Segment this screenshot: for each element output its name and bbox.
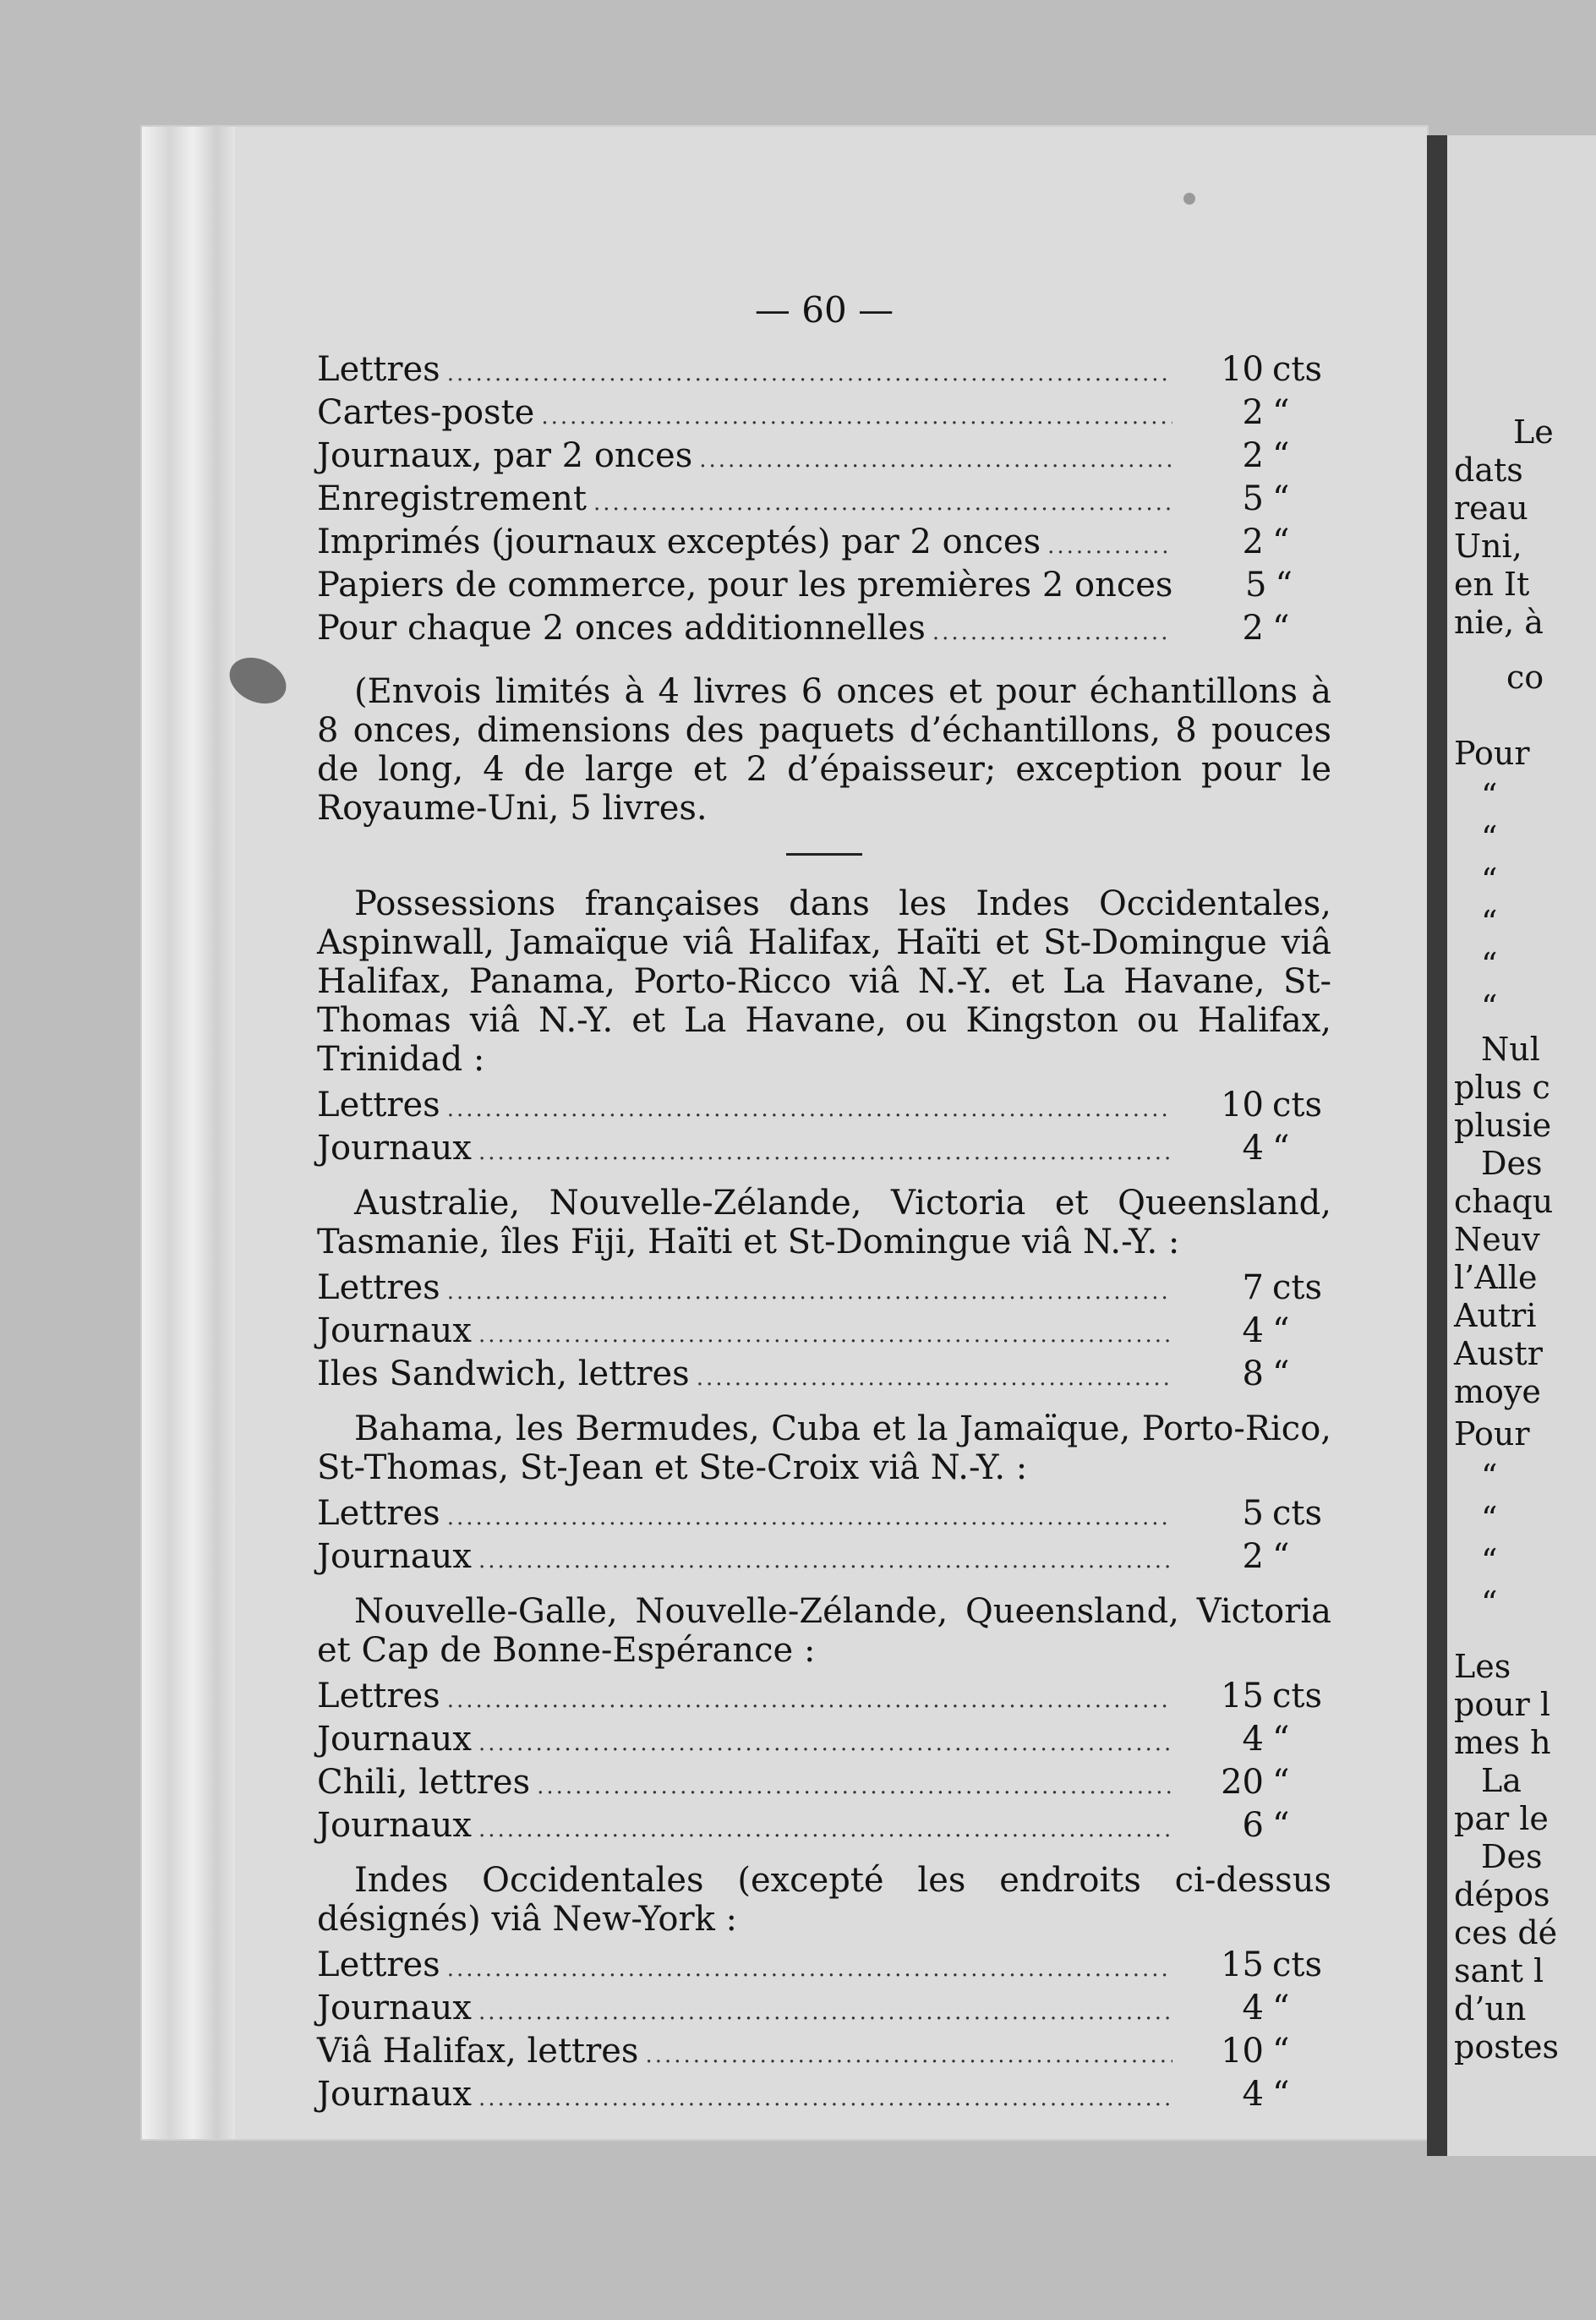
rate-label: Viâ Halifax, lettres	[317, 2032, 639, 2071]
rate-row	[317, 1537, 1331, 1580]
rate-label: Papiers de commerce, pour les premières 2 onces	[317, 566, 1173, 605]
leader-dots	[478, 1810, 1172, 1849]
rate-label: Journaux	[317, 1989, 472, 2027]
rate-label: Journaux, par 2 onces	[317, 436, 693, 475]
rate-row	[317, 1086, 1331, 1129]
rate-row	[317, 436, 1331, 479]
rate-unit: “	[1272, 1720, 1290, 1759]
rate-label: Imprimés (journaux exceptés) par 2 onces	[317, 523, 1041, 561]
leader-dots	[478, 1133, 1172, 1172]
rate-row	[317, 393, 1331, 436]
rate-row	[317, 523, 1331, 566]
leader-dots	[478, 1541, 1172, 1580]
rate-value: 10	[1221, 2032, 1264, 2071]
section-rates	[317, 1494, 1331, 1580]
rate-unit: cts	[1272, 1086, 1323, 1124]
leader-dots	[1047, 527, 1172, 566]
section-heading: Indes Occidentales (excepté les endroits ci-dessus désignés) viâ New-York :	[317, 1861, 1331, 1939]
right-page-fragment: “	[1481, 777, 1498, 814]
rate-value: 15	[1221, 1945, 1264, 1984]
rate-label: Lettres	[317, 1268, 440, 1307]
rate-value: 6	[1242, 1806, 1264, 1845]
rate-unit: “	[1272, 1537, 1290, 1576]
right-page-fragment: chaqu	[1454, 1183, 1554, 1220]
right-page-fragment: co	[1506, 659, 1544, 696]
right-page-fragment: plusie	[1454, 1107, 1552, 1144]
rate-unit: “	[1272, 479, 1290, 518]
rates-list-uk	[317, 350, 1331, 652]
rate-row	[317, 1945, 1331, 1989]
rate-row	[317, 1763, 1331, 1806]
leader-dots	[478, 1316, 1172, 1354]
rate-value: 4	[1242, 1720, 1264, 1759]
right-page-fragment: “	[1481, 1542, 1498, 1579]
right-page-fragment: Le	[1513, 413, 1554, 451]
leader-dots	[645, 2036, 1172, 2075]
rate-value: 2	[1242, 1537, 1264, 1576]
rate-label: Enregistrement	[317, 479, 587, 518]
rate-unit: “	[1272, 1763, 1290, 1802]
rate-unit: “	[1272, 609, 1290, 648]
right-page-fragment: Austr	[1454, 1335, 1543, 1372]
rate-row	[317, 1268, 1331, 1311]
rate-unit: “	[1272, 523, 1290, 561]
right-page-fragment: par le	[1454, 1800, 1549, 1837]
right-page-fragment: Neuv	[1454, 1221, 1540, 1258]
rate-unit: “	[1272, 2075, 1290, 2114]
rate-label: Journaux	[317, 1311, 472, 1350]
rate-value: 4	[1242, 1989, 1264, 2027]
right-page-fragment: sant l	[1454, 1952, 1544, 1989]
right-page-fragment: moye	[1454, 1373, 1541, 1410]
rate-row	[317, 609, 1331, 652]
section-heading: Bahama, les Bermudes, Cuba et la Jamaïque, Porto-Rico, St-Thomas, St-Jean et Ste-Croix viâ N.-Y. :	[317, 1409, 1331, 1487]
rate-label: Lettres	[317, 1086, 440, 1124]
right-page-fragment: “	[1481, 946, 1498, 983]
section-heading: Possessions françaises dans les Indes Occidentales, Aspinwall, Jamaïque viâ Halifax, Haïti et St-Domingue viâ Halifax, Panama, Porto-Ricco viâ N.-Y. et La Havane, St-Thomas viâ N.-Y. et La Havane, ou Kingston ou Halifax, Trinidad :	[317, 884, 1331, 1079]
rate-unit: cts	[1272, 350, 1323, 389]
rate-value: 7	[1242, 1268, 1264, 1307]
right-page-fragment: “	[1481, 904, 1498, 941]
rate-label: Iles Sandwich, lettres	[317, 1354, 690, 1393]
leader-dots	[593, 484, 1172, 523]
rate-unit: cts	[1272, 1945, 1323, 1984]
rate-unit: cts	[1272, 1494, 1323, 1533]
right-page-fragment: Pour	[1454, 1415, 1530, 1453]
rate-unit: “	[1272, 1806, 1290, 1845]
rate-row	[317, 1311, 1331, 1354]
leader-dots	[447, 1090, 1172, 1129]
rate-value: 5	[1242, 479, 1264, 518]
section-rates	[317, 1268, 1331, 1398]
leader-dots	[478, 1993, 1172, 2032]
rate-value: 10	[1221, 1086, 1264, 1124]
right-page	[1447, 135, 1596, 2156]
page-content	[317, 287, 1331, 2118]
right-page-fragment: plus c	[1454, 1069, 1550, 1106]
right-page-fragment: en It	[1454, 566, 1530, 603]
rate-unit: cts	[1272, 1268, 1323, 1307]
rate-row	[317, 1989, 1331, 2032]
rate-row	[317, 1677, 1331, 1720]
section-heading: Nouvelle-Galle, Nouvelle-Zélande, Queensland, Victoria et Cap de Bonne-Espérance :	[317, 1592, 1331, 1670]
rate-label: Lettres	[317, 1677, 440, 1715]
right-page-fragment: ces dé	[1454, 1914, 1558, 1951]
right-page-fragment: Des	[1481, 1145, 1543, 1182]
rate-unit: “	[1272, 1129, 1290, 1168]
right-page-fragment: nie, à	[1454, 604, 1544, 641]
section-divider	[786, 853, 862, 856]
leader-dots	[478, 2079, 1172, 2118]
rate-unit: “	[1272, 393, 1290, 432]
rate-unit: cts	[1272, 1677, 1323, 1715]
rate-label: Journaux	[317, 1806, 472, 1845]
leader-dots	[447, 1272, 1172, 1311]
right-page-fragment: Uni,	[1454, 528, 1522, 565]
rate-unit: “	[1272, 1311, 1290, 1350]
rate-row	[317, 1354, 1331, 1398]
rate-row	[317, 350, 1331, 393]
right-page-fragment: Des	[1481, 1838, 1543, 1875]
rate-value: 2	[1242, 523, 1264, 561]
leader-dots	[447, 354, 1172, 393]
leader-dots	[699, 440, 1172, 479]
right-page-fragment: reau	[1454, 490, 1528, 527]
leader-dots	[697, 1359, 1172, 1398]
right-page-fragment: d’un	[1454, 1990, 1527, 2027]
right-page-fragment: pour l	[1454, 1686, 1551, 1723]
leader-dots	[541, 397, 1172, 436]
right-page-fragment: Nul	[1481, 1031, 1540, 1068]
leader-dots	[537, 1767, 1172, 1806]
rate-value: 20	[1221, 1763, 1264, 1802]
leader-dots	[447, 1498, 1172, 1537]
rate-row	[317, 566, 1331, 609]
rate-row	[317, 1806, 1331, 1849]
page-number: — 60 —	[754, 289, 894, 331]
rate-value: 4	[1242, 1129, 1264, 1168]
leader-dots	[932, 613, 1172, 652]
rate-value: 5	[1242, 1494, 1264, 1533]
right-page-fragment: “	[1481, 1458, 1498, 1495]
rate-value: 5	[1245, 566, 1267, 605]
rate-value: 15	[1221, 1677, 1264, 1715]
rate-value: 2	[1242, 436, 1264, 475]
rate-label: Journaux	[317, 1720, 472, 1759]
rate-row	[317, 1720, 1331, 1763]
rate-unit: “	[1272, 1989, 1290, 2027]
rate-row	[317, 2032, 1331, 2075]
rate-label: Lettres	[317, 1494, 440, 1533]
rate-row	[317, 1494, 1331, 1537]
page-edge-stack	[142, 127, 235, 2139]
right-page-fragment: Pour	[1454, 735, 1530, 772]
right-page-fragment: “	[1481, 988, 1498, 1026]
right-page-fragment: l’Alle	[1454, 1259, 1538, 1296]
rate-value: 2	[1242, 609, 1264, 648]
rate-row	[317, 479, 1331, 523]
right-page-fragment: dats	[1454, 451, 1523, 489]
rate-label: Chili, lettres	[317, 1763, 531, 1802]
rate-label: Journaux	[317, 1129, 472, 1168]
right-page-fragment: postes	[1454, 2028, 1559, 2066]
weight-limits-note: (Envois limités à 4 livres 6 onces et pour échantillons à 8 onces, dimensions des paquets d’échantillons, 8 pouces de long, 4 de large et 2 d’épaisseur; exception pour le Royaume-Uni, 5 livres.	[317, 672, 1331, 828]
rate-value: 4	[1242, 1311, 1264, 1350]
right-page-fragment: “	[1481, 862, 1498, 899]
leader-dots	[447, 1950, 1172, 1989]
right-page-fragment: La	[1481, 1762, 1522, 1799]
section-heading: Australie, Nouvelle-Zélande, Victoria et Queensland, Tasmanie, îles Fiji, Haïti et St-Domingue viâ N.-Y. :	[317, 1184, 1331, 1261]
rate-label: Journaux	[317, 2075, 472, 2114]
rate-label: Lettres	[317, 1945, 440, 1984]
right-page-fragment: mes h	[1454, 1724, 1551, 1761]
rate-value: 2	[1242, 393, 1264, 432]
right-page-fragment: “	[1481, 819, 1498, 856]
rate-unit: “	[1272, 1354, 1290, 1393]
section-rates	[317, 1086, 1331, 1172]
rate-value: 10	[1221, 350, 1264, 389]
rate-unit: “	[1272, 436, 1290, 475]
right-page-fragment: Autri	[1454, 1297, 1537, 1334]
right-page-fragment: “	[1481, 1584, 1498, 1622]
right-page-fragment: “	[1481, 1500, 1498, 1537]
rate-value: 8	[1242, 1354, 1264, 1393]
rate-row	[317, 1129, 1331, 1172]
leader-dots	[447, 1681, 1172, 1720]
right-page-fragment: Les	[1454, 1648, 1511, 1685]
paper-speck	[1183, 193, 1195, 205]
section-rates	[317, 1677, 1331, 1849]
rate-row	[317, 2075, 1331, 2118]
rate-label: Cartes-poste	[317, 393, 535, 432]
rate-unit: “	[1275, 566, 1293, 605]
rate-unit: “	[1272, 2032, 1290, 2071]
leader-dots	[478, 1724, 1172, 1763]
rate-label: Journaux	[317, 1537, 472, 1576]
book-gutter	[1427, 135, 1447, 2156]
section-rates	[317, 1945, 1331, 2118]
right-page-fragment: dépos	[1454, 1876, 1550, 1913]
rate-label: Pour chaque 2 onces additionnelles	[317, 609, 926, 648]
rate-label: Lettres	[317, 350, 440, 389]
rate-value: 4	[1242, 2075, 1264, 2114]
